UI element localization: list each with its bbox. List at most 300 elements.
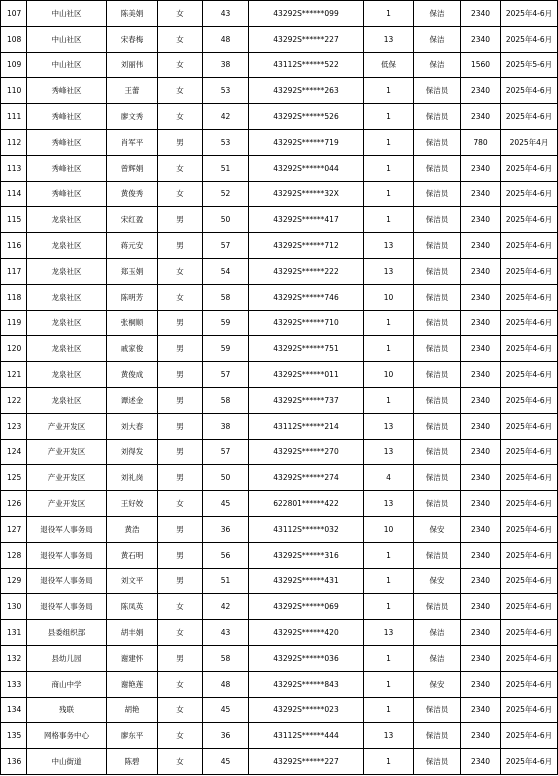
gender-cell: 女 <box>158 723 203 749</box>
id-number-cell: 43292S******737 <box>249 387 364 413</box>
period-cell: 2025年4-6月 <box>501 258 558 284</box>
category-cell: 13 <box>364 413 414 439</box>
age-cell: 53 <box>203 78 249 104</box>
row-number-cell: 118 <box>1 284 27 310</box>
amount-cell: 2340 <box>461 181 501 207</box>
unit-cell: 残联 <box>27 697 107 723</box>
table-row <box>1 620 558 646</box>
name-cell: 陈美娟 <box>107 1 158 27</box>
unit-cell: 龙泉社区 <box>27 336 107 362</box>
gender-cell: 男 <box>158 362 203 388</box>
age-cell: 52 <box>203 181 249 207</box>
period-cell: 2025年4-6月 <box>501 439 558 465</box>
id-number-cell: 43292S******719 <box>249 129 364 155</box>
unit-cell: 产业开发区 <box>27 491 107 517</box>
category-cell: 1 <box>364 645 414 671</box>
position-cell: 保洁员 <box>414 104 461 130</box>
id-number-cell: 43112S******032 <box>249 516 364 542</box>
name-cell: 谢艳莲 <box>107 671 158 697</box>
name-cell: 刘大春 <box>107 413 158 439</box>
position-cell: 保洁员 <box>414 310 461 336</box>
gender-cell: 女 <box>158 258 203 284</box>
period-cell: 2025年4-6月 <box>501 594 558 620</box>
table-row <box>1 1 558 27</box>
table-row <box>1 594 558 620</box>
position-cell: 保安 <box>414 516 461 542</box>
gender-cell: 男 <box>158 129 203 155</box>
position-cell: 保洁员 <box>414 336 461 362</box>
id-number-cell: 43292S******222 <box>249 258 364 284</box>
unit-cell: 退役军人事务局 <box>27 594 107 620</box>
unit-cell: 龙泉社区 <box>27 207 107 233</box>
period-cell: 2025年4-6月 <box>501 336 558 362</box>
table-row <box>1 697 558 723</box>
name-cell: 王蕾 <box>107 78 158 104</box>
period-cell: 2025年4-6月 <box>501 26 558 52</box>
table-row <box>1 645 558 671</box>
gender-cell: 男 <box>158 568 203 594</box>
period-cell: 2025年4-6月 <box>501 620 558 646</box>
age-cell: 42 <box>203 104 249 130</box>
gender-cell: 女 <box>158 78 203 104</box>
age-cell: 50 <box>203 465 249 491</box>
amount-cell: 2340 <box>461 26 501 52</box>
position-cell: 保洁员 <box>414 155 461 181</box>
unit-cell: 退役军人事务局 <box>27 542 107 568</box>
id-number-cell: 43292S******011 <box>249 362 364 388</box>
category-cell: 1 <box>364 749 414 775</box>
unit-cell: 产业开发区 <box>27 439 107 465</box>
row-number-cell: 128 <box>1 542 27 568</box>
age-cell: 57 <box>203 233 249 259</box>
unit-cell: 秀峰社区 <box>27 181 107 207</box>
position-cell: 保洁员 <box>414 129 461 155</box>
name-cell: 陈明芳 <box>107 284 158 310</box>
position-cell: 保洁员 <box>414 749 461 775</box>
table-row <box>1 104 558 130</box>
gender-cell: 男 <box>158 439 203 465</box>
unit-cell: 中山社区 <box>27 26 107 52</box>
period-cell: 2025年4-6月 <box>501 465 558 491</box>
id-number-cell: 43292S******710 <box>249 310 364 336</box>
row-number-cell: 125 <box>1 465 27 491</box>
table-row <box>1 516 558 542</box>
position-cell: 保洁员 <box>414 465 461 491</box>
gender-cell: 女 <box>158 697 203 723</box>
position-cell: 保洁员 <box>414 362 461 388</box>
gender-cell: 女 <box>158 491 203 517</box>
gender-cell: 男 <box>158 413 203 439</box>
id-number-cell: 43292S******843 <box>249 671 364 697</box>
amount-cell: 2340 <box>461 207 501 233</box>
name-cell: 谢建怀 <box>107 645 158 671</box>
table-row <box>1 181 558 207</box>
id-number-cell: 43112S******522 <box>249 52 364 78</box>
id-number-cell: 43292S******044 <box>249 155 364 181</box>
name-cell: 肖军平 <box>107 129 158 155</box>
position-cell: 保洁员 <box>414 181 461 207</box>
name-cell: 刘礼岗 <box>107 465 158 491</box>
id-number-cell: 43292S******069 <box>249 594 364 620</box>
row-number-cell: 124 <box>1 439 27 465</box>
name-cell: 廖东平 <box>107 723 158 749</box>
position-cell: 保安 <box>414 568 461 594</box>
gender-cell: 男 <box>158 542 203 568</box>
table-row <box>1 155 558 181</box>
amount-cell: 2340 <box>461 78 501 104</box>
name-cell: 陈凤英 <box>107 594 158 620</box>
name-cell: 胡丰娟 <box>107 620 158 646</box>
amount-cell: 2340 <box>461 697 501 723</box>
name-cell: 曾辉娟 <box>107 155 158 181</box>
category-cell: 13 <box>364 258 414 284</box>
amount-cell: 2340 <box>461 387 501 413</box>
id-number-cell: 622801******422 <box>249 491 364 517</box>
period-cell: 2025年4-6月 <box>501 310 558 336</box>
period-cell: 2025年4-6月 <box>501 542 558 568</box>
gender-cell: 女 <box>158 104 203 130</box>
name-cell: 陈碧 <box>107 749 158 775</box>
period-cell: 2025年4-6月 <box>501 155 558 181</box>
table-body <box>1 1 558 775</box>
row-number-cell: 132 <box>1 645 27 671</box>
row-number-cell: 121 <box>1 362 27 388</box>
table-row <box>1 284 558 310</box>
gender-cell: 女 <box>158 749 203 775</box>
age-cell: 54 <box>203 258 249 284</box>
id-number-cell: 43112S******214 <box>249 413 364 439</box>
name-cell: 胡艳 <box>107 697 158 723</box>
gender-cell: 女 <box>158 594 203 620</box>
age-cell: 38 <box>203 52 249 78</box>
age-cell: 48 <box>203 671 249 697</box>
gender-cell: 男 <box>158 387 203 413</box>
table-row <box>1 310 558 336</box>
age-cell: 56 <box>203 542 249 568</box>
category-cell: 1 <box>364 542 414 568</box>
period-cell: 2025年4-6月 <box>501 362 558 388</box>
id-number-cell: 43292S******227 <box>249 26 364 52</box>
period-cell: 2025年4-6月 <box>501 491 558 517</box>
period-cell: 2025年4-6月 <box>501 671 558 697</box>
id-number-cell: 43292S******712 <box>249 233 364 259</box>
name-cell: 黄浩 <box>107 516 158 542</box>
row-number-cell: 131 <box>1 620 27 646</box>
row-number-cell: 113 <box>1 155 27 181</box>
id-number-cell: 43292S******227 <box>249 749 364 775</box>
unit-cell: 产业开发区 <box>27 465 107 491</box>
unit-cell: 产业开发区 <box>27 413 107 439</box>
age-cell: 58 <box>203 387 249 413</box>
period-cell: 2025年4-6月 <box>501 284 558 310</box>
name-cell: 戚家俊 <box>107 336 158 362</box>
table-row <box>1 52 558 78</box>
category-cell: 4 <box>364 465 414 491</box>
category-cell: 1 <box>364 104 414 130</box>
unit-cell: 县委组织部 <box>27 620 107 646</box>
gender-cell: 女 <box>158 284 203 310</box>
position-cell: 保洁员 <box>414 491 461 517</box>
period-cell: 2025年4-6月 <box>501 568 558 594</box>
amount-cell: 2340 <box>461 516 501 542</box>
row-number-cell: 112 <box>1 129 27 155</box>
unit-cell: 中山街道 <box>27 749 107 775</box>
name-cell: 王好姣 <box>107 491 158 517</box>
age-cell: 50 <box>203 207 249 233</box>
name-cell: 蒋元安 <box>107 233 158 259</box>
age-cell: 58 <box>203 284 249 310</box>
table-row <box>1 26 558 52</box>
name-cell: 黄俊秀 <box>107 181 158 207</box>
gender-cell: 男 <box>158 465 203 491</box>
id-number-cell: 43292S******751 <box>249 336 364 362</box>
period-cell: 2025年5-6月 <box>501 52 558 78</box>
category-cell: 低保 <box>364 52 414 78</box>
table-row <box>1 387 558 413</box>
period-cell: 2025年4-6月 <box>501 697 558 723</box>
row-number-cell: 130 <box>1 594 27 620</box>
id-number-cell: 43112S******444 <box>249 723 364 749</box>
position-cell: 保洁员 <box>414 233 461 259</box>
table-row <box>1 258 558 284</box>
category-cell: 1 <box>364 671 414 697</box>
row-number-cell: 136 <box>1 749 27 775</box>
age-cell: 38 <box>203 413 249 439</box>
unit-cell: 中山社区 <box>27 52 107 78</box>
gender-cell: 男 <box>158 207 203 233</box>
row-number-cell: 110 <box>1 78 27 104</box>
position-cell: 保洁员 <box>414 387 461 413</box>
row-number-cell: 111 <box>1 104 27 130</box>
period-cell: 2025年4-6月 <box>501 413 558 439</box>
unit-cell: 龙泉社区 <box>27 362 107 388</box>
amount-cell: 2340 <box>461 749 501 775</box>
table-row <box>1 671 558 697</box>
period-cell: 2025年4-6月 <box>501 749 558 775</box>
table-row <box>1 439 558 465</box>
position-cell: 保洁员 <box>414 439 461 465</box>
table-row <box>1 362 558 388</box>
category-cell: 13 <box>364 491 414 517</box>
unit-cell: 龙泉社区 <box>27 284 107 310</box>
name-cell: 刘丽伟 <box>107 52 158 78</box>
gender-cell: 女 <box>158 52 203 78</box>
row-number-cell: 129 <box>1 568 27 594</box>
row-number-cell: 123 <box>1 413 27 439</box>
age-cell: 45 <box>203 697 249 723</box>
category-cell: 13 <box>364 439 414 465</box>
gender-cell: 男 <box>158 233 203 259</box>
id-number-cell: 43292S******270 <box>249 439 364 465</box>
amount-cell: 2340 <box>461 491 501 517</box>
amount-cell: 2340 <box>461 645 501 671</box>
id-number-cell: 43292S******746 <box>249 284 364 310</box>
category-cell: 1 <box>364 129 414 155</box>
category-cell: 1 <box>364 155 414 181</box>
amount-cell: 2340 <box>461 1 501 27</box>
period-cell: 2025年4-6月 <box>501 387 558 413</box>
id-number-cell: 43292S******431 <box>249 568 364 594</box>
position-cell: 保洁 <box>414 52 461 78</box>
amount-cell: 2340 <box>461 671 501 697</box>
row-number-cell: 107 <box>1 1 27 27</box>
row-number-cell: 134 <box>1 697 27 723</box>
gender-cell: 女 <box>158 620 203 646</box>
period-cell: 2025年4-6月 <box>501 104 558 130</box>
category-cell: 1 <box>364 207 414 233</box>
gender-cell: 男 <box>158 336 203 362</box>
position-cell: 保洁员 <box>414 697 461 723</box>
unit-cell: 退役军人事务局 <box>27 568 107 594</box>
gender-cell: 女 <box>158 26 203 52</box>
period-cell: 2025年4月 <box>501 129 558 155</box>
amount-cell: 2340 <box>461 620 501 646</box>
age-cell: 42 <box>203 594 249 620</box>
position-cell: 保洁员 <box>414 413 461 439</box>
amount-cell: 2340 <box>461 310 501 336</box>
unit-cell: 退役军人事务局 <box>27 516 107 542</box>
id-number-cell: 43292S******316 <box>249 542 364 568</box>
position-cell: 保洁员 <box>414 284 461 310</box>
table-row <box>1 491 558 517</box>
amount-cell: 2340 <box>461 465 501 491</box>
age-cell: 45 <box>203 749 249 775</box>
id-number-cell: 43292S******420 <box>249 620 364 646</box>
category-cell: 1 <box>364 1 414 27</box>
name-cell: 黄俊成 <box>107 362 158 388</box>
row-number-cell: 135 <box>1 723 27 749</box>
category-cell: 1 <box>364 387 414 413</box>
category-cell: 1 <box>364 78 414 104</box>
position-cell: 保安 <box>414 671 461 697</box>
gender-cell: 女 <box>158 1 203 27</box>
row-number-cell: 122 <box>1 387 27 413</box>
age-cell: 58 <box>203 645 249 671</box>
position-cell: 保洁 <box>414 26 461 52</box>
category-cell: 1 <box>364 594 414 620</box>
category-cell: 1 <box>364 568 414 594</box>
age-cell: 43 <box>203 620 249 646</box>
amount-cell: 2340 <box>461 723 501 749</box>
age-cell: 43 <box>203 1 249 27</box>
amount-cell: 2340 <box>461 336 501 362</box>
amount-cell: 2340 <box>461 233 501 259</box>
amount-cell: 2340 <box>461 439 501 465</box>
position-cell: 保洁 <box>414 1 461 27</box>
id-number-cell: 43292S******274 <box>249 465 364 491</box>
age-cell: 57 <box>203 362 249 388</box>
age-cell: 45 <box>203 491 249 517</box>
period-cell: 2025年4-6月 <box>501 723 558 749</box>
table-row <box>1 465 558 491</box>
id-number-cell: 43292S******526 <box>249 104 364 130</box>
row-number-cell: 119 <box>1 310 27 336</box>
gender-cell: 女 <box>158 181 203 207</box>
name-cell: 黄石明 <box>107 542 158 568</box>
category-cell: 13 <box>364 233 414 259</box>
category-cell: 10 <box>364 362 414 388</box>
table-row <box>1 78 558 104</box>
category-cell: 1 <box>364 181 414 207</box>
position-cell: 保洁员 <box>414 723 461 749</box>
position-cell: 保洁员 <box>414 258 461 284</box>
amount-cell: 2340 <box>461 155 501 181</box>
category-cell: 10 <box>364 284 414 310</box>
amount-cell: 1560 <box>461 52 501 78</box>
id-number-cell: 43292S******023 <box>249 697 364 723</box>
table-row <box>1 233 558 259</box>
table-row <box>1 749 558 775</box>
row-number-cell: 117 <box>1 258 27 284</box>
unit-cell: 商山中学 <box>27 671 107 697</box>
table-row <box>1 568 558 594</box>
table-row <box>1 207 558 233</box>
name-cell: 廖文秀 <box>107 104 158 130</box>
row-number-cell: 108 <box>1 26 27 52</box>
category-cell: 13 <box>364 26 414 52</box>
unit-cell: 秀峰社区 <box>27 78 107 104</box>
period-cell: 2025年4-6月 <box>501 181 558 207</box>
table-row <box>1 413 558 439</box>
category-cell: 13 <box>364 620 414 646</box>
period-cell: 2025年4-6月 <box>501 207 558 233</box>
unit-cell: 秀峰社区 <box>27 129 107 155</box>
table-row <box>1 542 558 568</box>
period-cell: 2025年4-6月 <box>501 78 558 104</box>
unit-cell: 网格事务中心 <box>27 723 107 749</box>
period-cell: 2025年4-6月 <box>501 233 558 259</box>
table-row <box>1 723 558 749</box>
name-cell: 刘文平 <box>107 568 158 594</box>
gender-cell: 男 <box>158 516 203 542</box>
position-cell: 保洁员 <box>414 542 461 568</box>
age-cell: 48 <box>203 26 249 52</box>
row-number-cell: 114 <box>1 181 27 207</box>
amount-cell: 2340 <box>461 362 501 388</box>
amount-cell: 780 <box>461 129 501 155</box>
amount-cell: 2340 <box>461 104 501 130</box>
amount-cell: 2340 <box>461 284 501 310</box>
age-cell: 59 <box>203 310 249 336</box>
unit-cell: 中山社区 <box>27 1 107 27</box>
amount-cell: 2340 <box>461 594 501 620</box>
age-cell: 36 <box>203 516 249 542</box>
age-cell: 53 <box>203 129 249 155</box>
category-cell: 10 <box>364 516 414 542</box>
row-number-cell: 120 <box>1 336 27 362</box>
unit-cell: 秀峰社区 <box>27 104 107 130</box>
unit-cell: 龙泉社区 <box>27 387 107 413</box>
name-cell: 张桐顺 <box>107 310 158 336</box>
period-cell: 2025年4-6月 <box>501 645 558 671</box>
category-cell: 13 <box>364 723 414 749</box>
gender-cell: 女 <box>158 671 203 697</box>
gender-cell: 女 <box>158 155 203 181</box>
table-row <box>1 129 558 155</box>
name-cell: 谭述金 <box>107 387 158 413</box>
name-cell: 宋春梅 <box>107 26 158 52</box>
age-cell: 51 <box>203 155 249 181</box>
amount-cell: 2340 <box>461 413 501 439</box>
gender-cell: 男 <box>158 310 203 336</box>
id-number-cell: 43292S******417 <box>249 207 364 233</box>
row-number-cell: 109 <box>1 52 27 78</box>
age-cell: 51 <box>203 568 249 594</box>
gender-cell: 男 <box>158 645 203 671</box>
age-cell: 57 <box>203 439 249 465</box>
row-number-cell: 126 <box>1 491 27 517</box>
name-cell: 宋红盈 <box>107 207 158 233</box>
